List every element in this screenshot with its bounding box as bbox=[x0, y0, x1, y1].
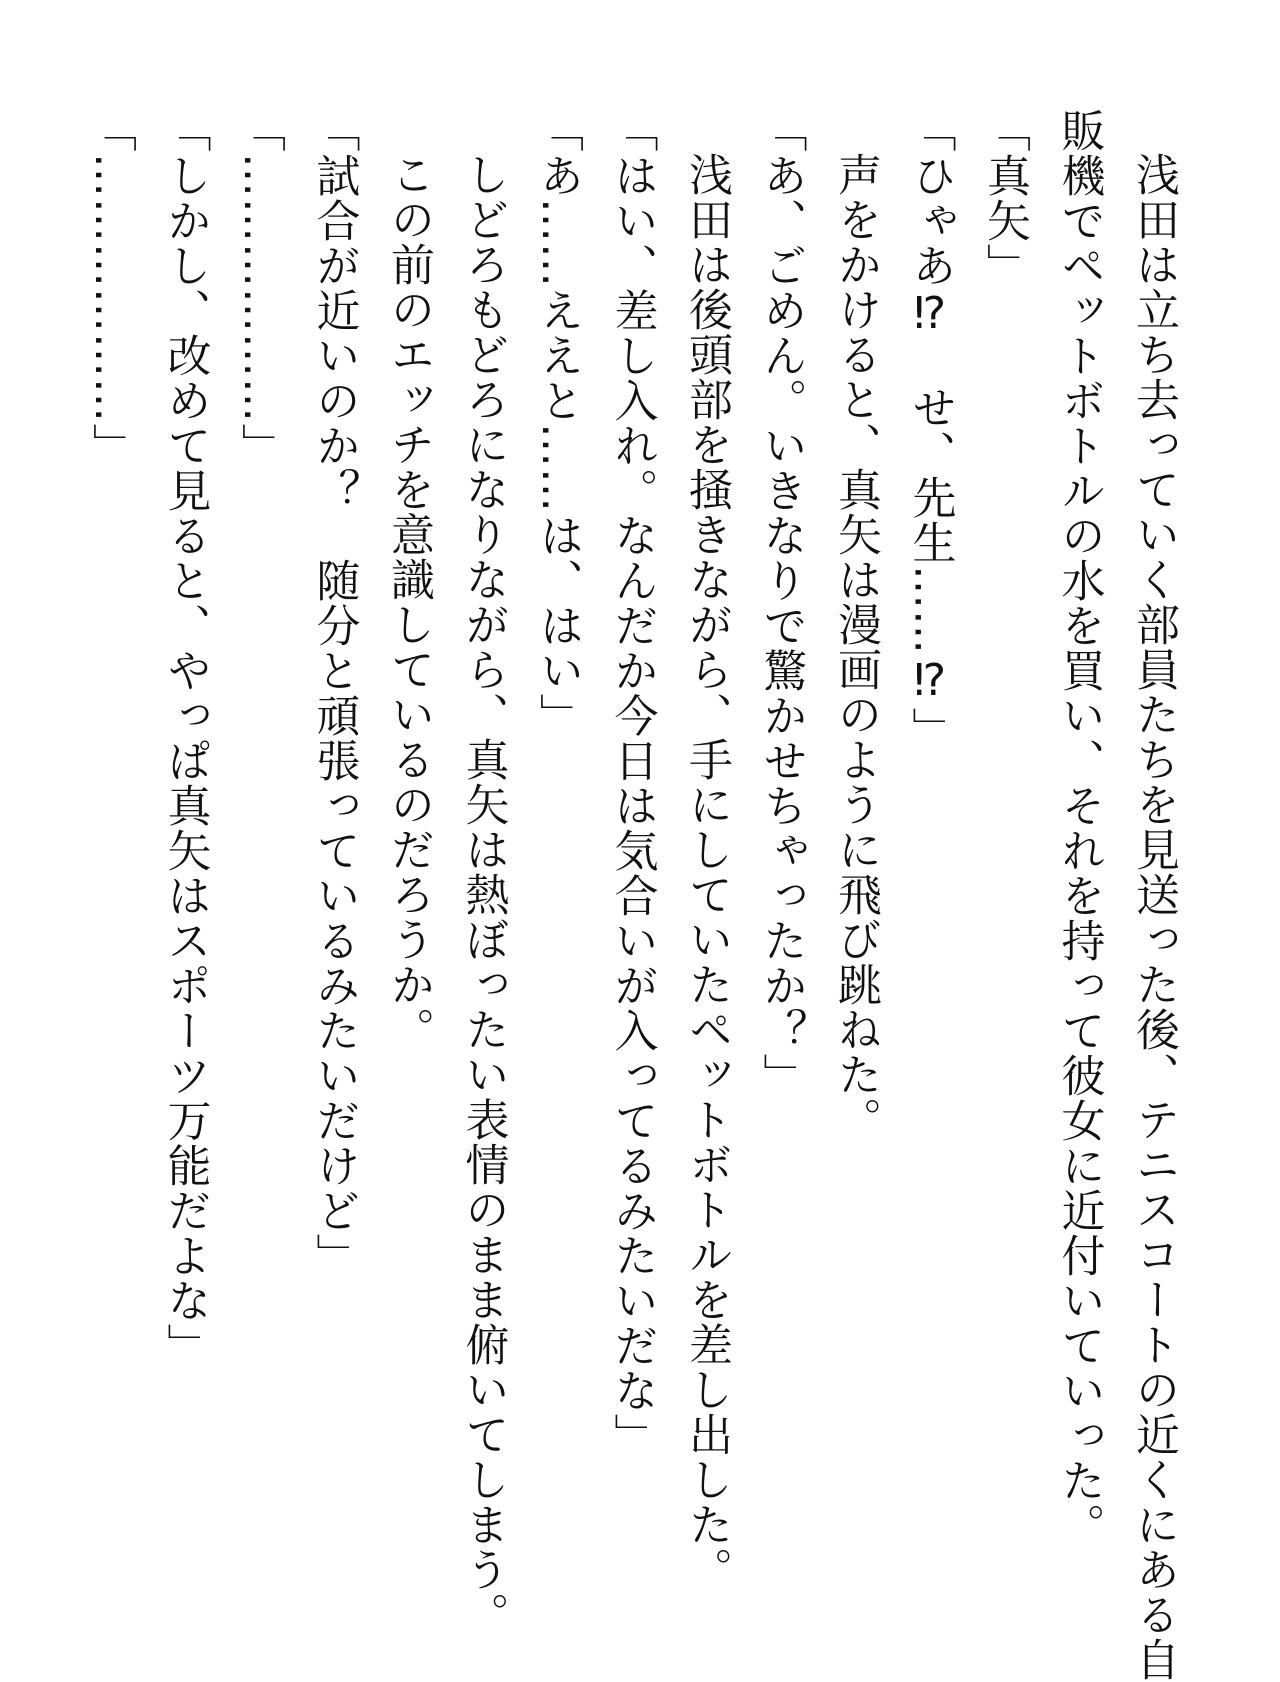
dialogue-line: 「あ……ええと……は、はい」 bbox=[532, 108, 583, 738]
dialogue-line: 「はい、差し入れ。なんだか今日は気合いが入ってるみたいだな」 bbox=[606, 108, 658, 1458]
dialogue-line: 「試合が近いのか？ 随分と頑張っているみたいだけど」 bbox=[308, 108, 360, 1278]
narration-line: しどろもどろになりながら、真矢は熱ぼったい表情のまま俯いてしまう。 bbox=[457, 152, 509, 1637]
dialogue-line: 「しかし、改めて見ると、やっぱ真矢はスポーツ万能だよな」 bbox=[159, 108, 211, 1368]
dialogue-line: 「………………」 bbox=[85, 108, 136, 468]
narration-line: 声をかけると、真矢は漫画のように飛び跳ねた。 bbox=[830, 152, 881, 1142]
dialogue-line: 「………………」 bbox=[234, 108, 285, 468]
narration-line: 浅田は立ち去っていく部員たちを見送った後、テニスコートの近くにある自 bbox=[1128, 152, 1179, 1682]
dialogue-line: 「ひゃあ⁉ せ、先生……⁉」 bbox=[904, 108, 956, 752]
narration-line: 浅田は後頭部を掻きながら、手にしていたペットボトルを差し出した。 bbox=[681, 152, 732, 1592]
dialogue-line: 「あ、ごめん。いきなりで驚かせちゃったか？」 bbox=[755, 108, 807, 1098]
narration-line: この前のエッチを意識しているのだろうか。 bbox=[383, 152, 434, 1052]
narration-line: 販機でペットボトルの水を買い、それを持って彼女に近付いていった。 bbox=[1053, 108, 1105, 1548]
vertical-text-body bbox=[73, 108, 1191, 1682]
dialogue-line: 「真矢」 bbox=[979, 108, 1030, 288]
